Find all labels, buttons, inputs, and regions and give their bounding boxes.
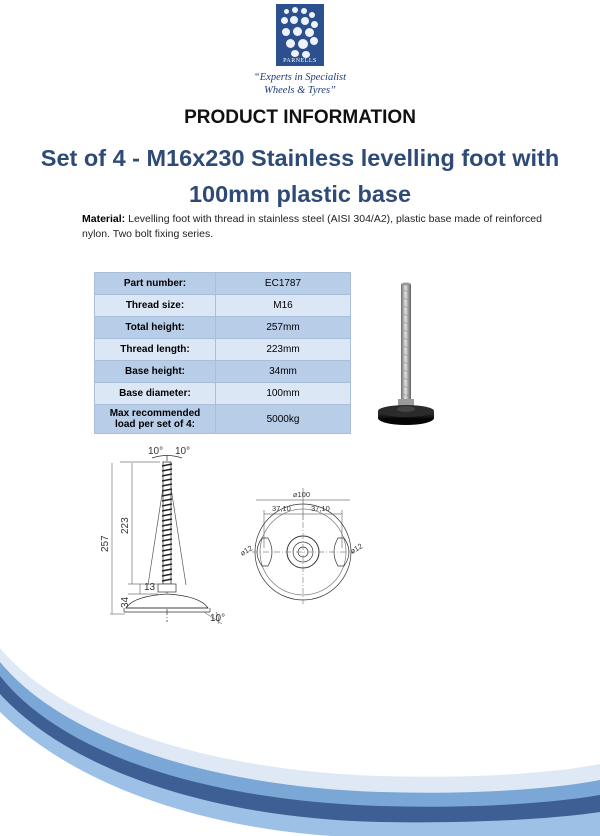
- total-height-label: 257: [100, 535, 111, 552]
- spec-value: M16: [216, 295, 351, 317]
- page-heading: PRODUCT INFORMATION: [184, 107, 416, 128]
- spec-value: 223mm: [216, 339, 351, 361]
- spec-key: Max recommended load per set of 4:: [95, 405, 216, 434]
- tilt-angle-label: 10°: [210, 613, 226, 624]
- top-view-drawing: [252, 488, 354, 604]
- hole-right-label: ⌀12: [348, 541, 365, 556]
- spec-value: 34mm: [216, 361, 351, 383]
- product-title-line-1: Set of 4 - M16x230 Stainless levelling foot with: [40, 145, 560, 171]
- half-left-label: 37,10: [272, 504, 291, 513]
- tagline-line-2: Wheels & Tyres”: [264, 85, 336, 96]
- spec-key: Thread size:: [95, 295, 216, 317]
- spec-key: Base diameter:: [95, 383, 216, 405]
- material-text: Levelling foot with thread in stainless steel (AISI 304/A2), plastic base made of reinforced nylon. Two bolt fixing series.: [82, 213, 542, 240]
- spec-value: 100mm: [216, 383, 351, 405]
- spec-key: Part number:: [95, 273, 216, 295]
- spec-value: EC1787: [216, 273, 351, 295]
- angle-left-label: 10°: [148, 446, 164, 457]
- base-height-label: 34: [120, 596, 131, 608]
- spec-key: Total height:: [95, 317, 216, 339]
- diameter-label: ⌀100: [293, 490, 311, 499]
- product-photo: [378, 283, 434, 426]
- tagline-line-1: “Experts in Specialist: [253, 72, 347, 83]
- thread-length-label: 223: [120, 517, 131, 534]
- angle-right-label: 10°: [175, 446, 191, 457]
- hole-left-label: ⌀12: [238, 543, 255, 558]
- material-label: Material:: [82, 213, 126, 225]
- brand-name: PARNELLS: [283, 58, 317, 64]
- spec-value: 5000kg: [216, 405, 351, 434]
- small-dim-label: 13: [144, 582, 156, 593]
- spec-key: Thread length:: [95, 339, 216, 361]
- half-right-label: 37,10: [311, 504, 330, 513]
- product-title-line-2: 100mm plastic base: [188, 181, 412, 207]
- spec-value: 257mm: [216, 317, 351, 339]
- spec-key: Base height:: [95, 361, 216, 383]
- footer-wave: [0, 648, 600, 836]
